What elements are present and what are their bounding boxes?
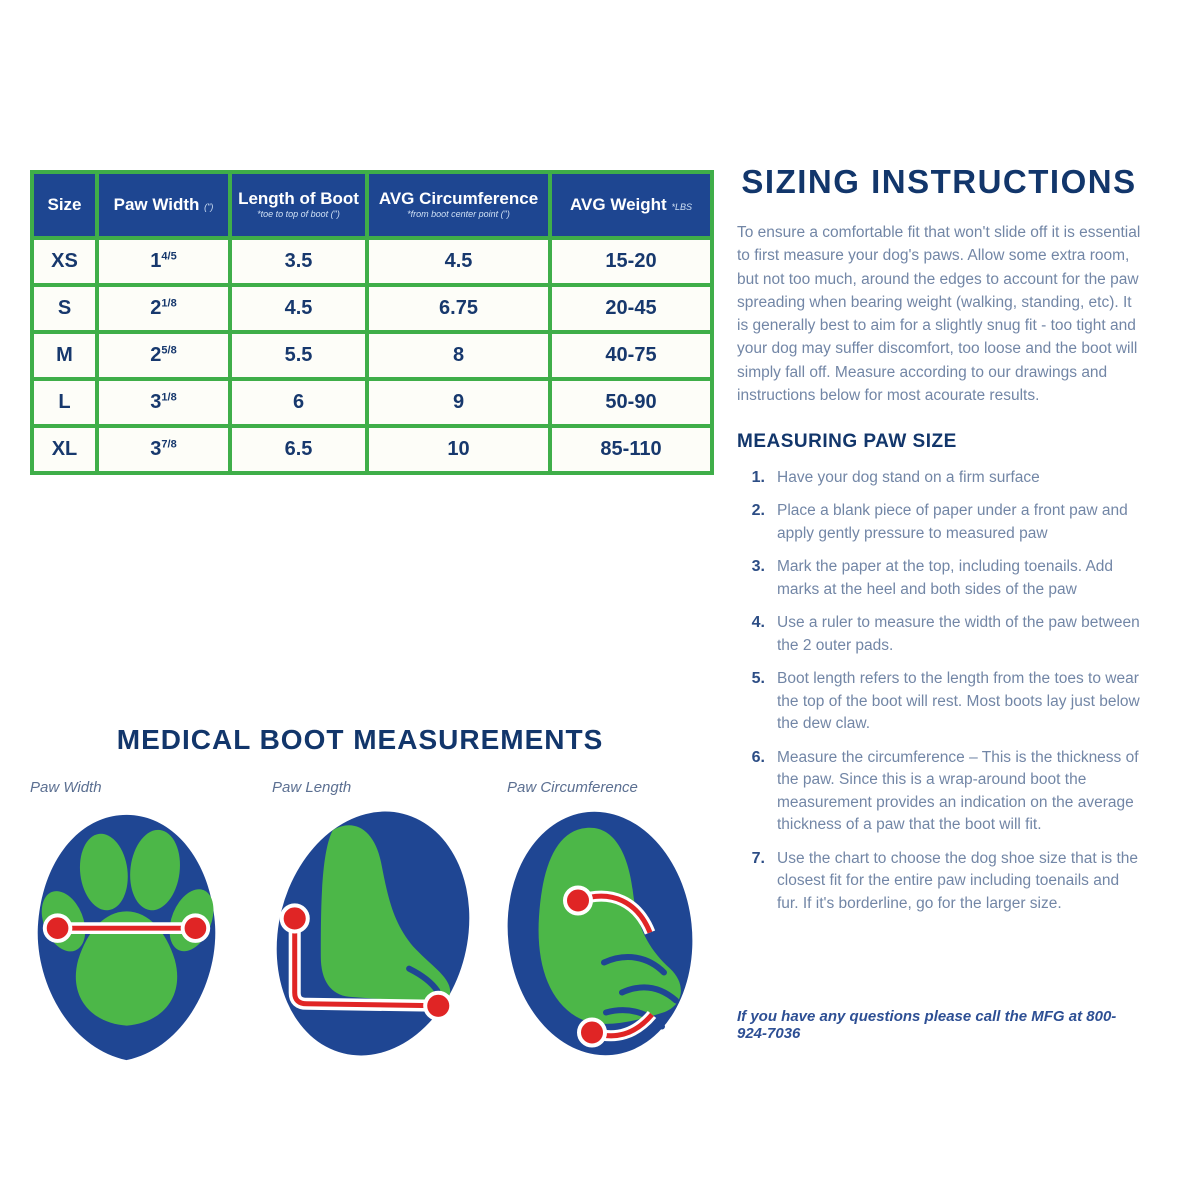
- step-number: 3.: [751, 558, 765, 576]
- step-number: 5.: [751, 670, 765, 688]
- table-row: [32, 426, 712, 473]
- measuring-paw-size-title: MEASURING PAW SIZE: [737, 431, 957, 452]
- paw-width-frac: 5/8: [161, 344, 177, 357]
- table-row: [32, 285, 712, 332]
- header-size-label: Size: [47, 194, 82, 214]
- step-item: [737, 556, 1141, 601]
- header-paw-width-label: Paw Width: [113, 194, 200, 214]
- cell-circumference: 4.5: [367, 238, 550, 285]
- paw-width-diagram-icon: [28, 810, 225, 1066]
- header-boot-length-label: Length of Boot: [238, 188, 359, 208]
- size-chart-table: [30, 170, 714, 475]
- paw-width-frac: 1/8: [161, 391, 177, 404]
- step-item: [737, 668, 1141, 735]
- header-circumference: [367, 172, 550, 238]
- table-row: [32, 332, 712, 379]
- step-text: Use a ruler to measure the width of the paw between the 2 outer pads.: [777, 614, 1140, 654]
- header-size: [32, 172, 97, 238]
- cell-paw-width: [97, 285, 230, 332]
- step-text: Have your dog stand on a firm surface: [777, 469, 1040, 486]
- paw-length-label: Paw Length: [272, 779, 352, 796]
- paw-width-whole: 1: [150, 250, 162, 272]
- paw-circumference-diagram-icon: [500, 800, 700, 1066]
- paw-width-whole: 2: [150, 344, 162, 366]
- cell-weight: 15-20: [550, 238, 712, 285]
- step-text: Use the chart to choose the dog shoe size that is the closest fit for the entire paw including toenails and fur. If it's borderline, go for the larger size.: [777, 849, 1139, 912]
- step-text: Boot length refers to the length from the toes to wear the top of the boot will rest. Most boots lay just below the dew claw.: [777, 670, 1140, 733]
- table-row: [32, 379, 712, 426]
- cell-weight: 20-45: [550, 285, 712, 332]
- mfg-contact-note: If you have any questions please call the MFG at 800-924-7036: [737, 1008, 1117, 1042]
- header-paw-width-note: ("): [204, 201, 214, 212]
- cell-circumference: 6.75: [367, 285, 550, 332]
- step-item: [737, 612, 1141, 657]
- cell-boot-length: 3.5: [230, 238, 367, 285]
- header-circumference-note: *from boot center point ("): [407, 209, 510, 220]
- step-item: [737, 467, 1141, 489]
- step-text: Measure the circumference – This is the thickness of the paw. Since this is a wrap-around boot the measurement provides an indication on the average thickness of a paw that the boot will fit.: [777, 748, 1139, 834]
- cell-size: L: [32, 379, 97, 426]
- header-weight-note: *LBS: [671, 201, 692, 212]
- sizing-intro-paragraph: To ensure a comfortable fit that won't slide off it is essential to first measure your dog's paws. Allow some extra room, but not too much, around the edges to account for the paw spreading when bearing weight (walking, standing, etc). It is generally best to aim for a slightly snug fit - too tight and your dog may suffer discomfort, too loose and the boot will simply fall off. Measure according to our drawings and instructions below for most acourate results.: [737, 224, 1141, 404]
- cell-boot-length: 4.5: [230, 285, 367, 332]
- cell-size: XS: [32, 238, 97, 285]
- paw-width-frac: 4/5: [161, 250, 177, 263]
- cell-paw-width: [97, 379, 230, 426]
- cell-size: XL: [32, 426, 97, 473]
- cell-weight: 40-75: [550, 332, 712, 379]
- step-number: 2.: [751, 502, 765, 520]
- cell-size: S: [32, 285, 97, 332]
- paw-length-diagram-icon: [260, 800, 482, 1066]
- cell-circumference: 9: [367, 379, 550, 426]
- cell-circumference: 10: [367, 426, 550, 473]
- table-row: [32, 238, 712, 285]
- cell-paw-width: [97, 332, 230, 379]
- paw-width-frac: 1/8: [161, 297, 177, 310]
- cell-paw-width: [97, 238, 230, 285]
- medical-boot-measurements-title: MEDICAL BOOT MEASUREMENTS: [116, 724, 604, 755]
- sizing-instructions-title: SIZING INSTRUCTIONS: [741, 163, 1137, 200]
- header-circumference-label: AVG Circumference: [378, 188, 539, 208]
- paw-width-whole: 2: [150, 297, 162, 319]
- header-weight: [550, 172, 712, 238]
- measuring-steps-list: [737, 467, 1141, 915]
- step-text: Mark the paper at the top, including toenails. Add marks at the heel and both sides of the paw: [777, 558, 1114, 598]
- paw-width-frac: 7/8: [161, 438, 177, 451]
- step-number: 7.: [751, 849, 765, 867]
- step-item: [737, 747, 1141, 837]
- cell-boot-length: 6.5: [230, 426, 367, 473]
- step-item: [737, 500, 1141, 545]
- step-text: Place a blank piece of paper under a front paw and apply gently pressure to measured paw: [777, 502, 1128, 542]
- sizing-instructions-section: [737, 163, 1141, 926]
- paw-circumference-label: Paw Circumference: [507, 779, 638, 796]
- header-boot-length: [230, 172, 367, 238]
- cell-boot-length: 6: [230, 379, 367, 426]
- paw-width-whole: 3: [150, 391, 162, 413]
- cell-weight: 85-110: [550, 426, 712, 473]
- step-number: 1.: [751, 469, 765, 486]
- header-boot-length-note: *toe to top of boot ("): [257, 209, 340, 220]
- cell-circumference: 8: [367, 332, 550, 379]
- cell-boot-length: 5.5: [230, 332, 367, 379]
- step-item: [737, 848, 1141, 915]
- paw-width-label: Paw Width: [30, 779, 102, 796]
- step-number: 4.: [751, 614, 765, 632]
- step-number: 6.: [751, 748, 765, 766]
- header-paw-width: [97, 172, 230, 238]
- header-weight-label: AVG Weight: [570, 194, 667, 214]
- cell-size: M: [32, 332, 97, 379]
- paw-width-whole: 3: [150, 438, 162, 460]
- cell-weight: 50-90: [550, 379, 712, 426]
- cell-paw-width: [97, 426, 230, 473]
- table-header-row: [32, 172, 712, 238]
